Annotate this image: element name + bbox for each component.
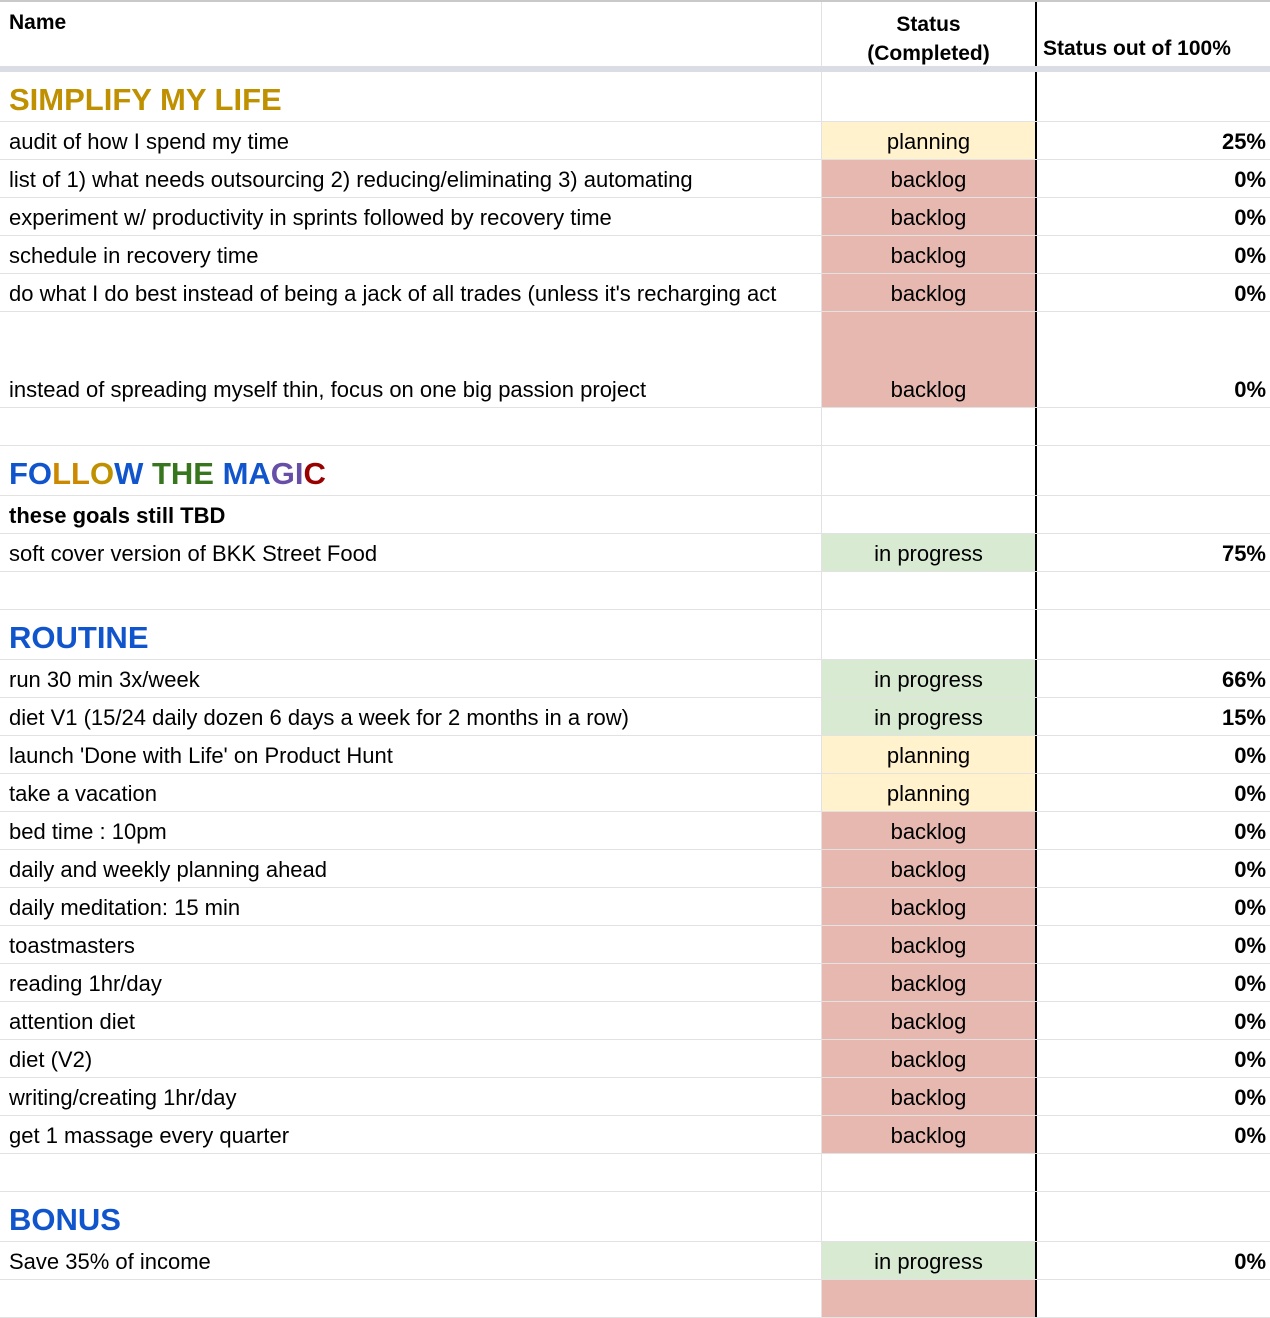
- name-cell[interactable]: [0, 1116, 821, 1153]
- spacer-row: [0, 408, 1270, 446]
- status-value: planning: [886, 781, 971, 806]
- pct-value: 0%: [1234, 1047, 1266, 1072]
- table-row: [0, 1078, 1270, 1116]
- name-cell[interactable]: [0, 534, 821, 571]
- name-cell[interactable]: [0, 122, 821, 159]
- name-cell[interactable]: [0, 160, 821, 197]
- status-cell[interactable]: [821, 698, 1035, 735]
- goal-name: daily meditation: 15 min: [9, 895, 241, 920]
- section-title-magic: [9, 457, 821, 491]
- table-row: [0, 660, 1270, 698]
- name-cell[interactable]: [0, 812, 821, 849]
- status-value: planning: [886, 129, 971, 154]
- status-cell[interactable]: [821, 1002, 1035, 1039]
- status-value: backlog: [890, 1123, 967, 1148]
- empty-status-cell[interactable]: [821, 1280, 1035, 1317]
- goal-name: daily and weekly planning ahead: [9, 857, 328, 882]
- table-row: [0, 312, 1270, 408]
- status-cell[interactable]: [821, 660, 1035, 697]
- pct-value: 75%: [1221, 541, 1266, 566]
- empty-pct-cell[interactable]: [1035, 446, 1270, 495]
- pct-value: 0%: [1234, 857, 1266, 882]
- status-value: in progress: [874, 705, 983, 730]
- section-title-simplify: SIMPLIFY MY LIFE: [9, 82, 282, 117]
- status-value: in progress: [874, 541, 983, 566]
- empty-pct-cell[interactable]: [1035, 572, 1270, 609]
- status-value: backlog: [890, 1047, 967, 1072]
- goal-name: reading 1hr/day: [9, 971, 162, 996]
- table-row: [0, 534, 1270, 572]
- status-cell[interactable]: [821, 774, 1035, 811]
- table-row: [0, 160, 1270, 198]
- goal-name: toastmasters: [9, 933, 135, 958]
- empty-status-cell[interactable]: [821, 496, 1035, 533]
- magic-title-part: FO: [9, 456, 53, 491]
- pct-cell[interactable]: [1035, 926, 1270, 963]
- status-value: backlog: [890, 281, 967, 306]
- table-row: [0, 698, 1270, 736]
- name-cell[interactable]: [0, 312, 821, 407]
- status-value: backlog: [890, 1009, 967, 1034]
- name-cell[interactable]: [0, 926, 821, 963]
- goal-name: writing/creating 1hr/day: [9, 1085, 237, 1110]
- goal-name: get 1 massage every quarter: [9, 1123, 290, 1148]
- table-row: [0, 1040, 1270, 1078]
- pct-value: 0%: [1234, 895, 1266, 920]
- pct-value: 0%: [1234, 377, 1266, 402]
- status-cell[interactable]: [821, 926, 1035, 963]
- pct-cell[interactable]: [1035, 774, 1270, 811]
- status-value: backlog: [890, 205, 967, 230]
- goal-name: bed time : 10pm: [9, 819, 167, 844]
- pct-value: 15%: [1221, 705, 1266, 730]
- name-cell[interactable]: [0, 736, 821, 773]
- status-value: backlog: [890, 167, 967, 192]
- goal-name: schedule in recovery time: [9, 243, 259, 268]
- header-pct-label: Status out of 100%: [1043, 37, 1231, 60]
- spacer-row: [0, 1154, 1270, 1192]
- name-cell[interactable]: [0, 660, 821, 697]
- goal-name: audit of how I spend my time: [9, 129, 290, 154]
- empty-pct-cell[interactable]: [1035, 72, 1270, 121]
- empty-pct-cell[interactable]: [1035, 496, 1270, 533]
- bonus-rows: [0, 1242, 1270, 1280]
- status-value: backlog: [890, 933, 967, 958]
- section-simplify-row: [0, 72, 1270, 122]
- simplify-rows: [0, 122, 1270, 408]
- status-value: backlog: [890, 243, 967, 268]
- status-cell[interactable]: [821, 1078, 1035, 1115]
- table-row: [0, 926, 1270, 964]
- section-routine-row: [0, 610, 1270, 660]
- table-row: [0, 236, 1270, 274]
- status-cell[interactable]: [821, 312, 1035, 407]
- header-status-line1: Status: [896, 13, 961, 36]
- magic-title-part: W: [114, 456, 152, 491]
- status-cell[interactable]: [821, 198, 1035, 235]
- status-cell[interactable]: [821, 850, 1035, 887]
- magic-title-part: H: [170, 456, 194, 491]
- pct-cell[interactable]: [1035, 660, 1270, 697]
- section-title-cell[interactable]: [0, 610, 821, 659]
- magic-subtitle-row: [0, 496, 1270, 534]
- name-cell[interactable]: [0, 1040, 821, 1077]
- empty-status-cell[interactable]: [821, 610, 1035, 659]
- magic-title-part: T: [151, 456, 171, 491]
- empty-pct-cell[interactable]: [1035, 1192, 1270, 1241]
- header-pct-cell[interactable]: [1035, 2, 1270, 66]
- pct-cell[interactable]: [1035, 888, 1270, 925]
- section-title-cell[interactable]: [0, 72, 821, 121]
- pct-value: 0%: [1234, 971, 1266, 996]
- status-value: backlog: [890, 857, 967, 882]
- status-cell[interactable]: [821, 964, 1035, 1001]
- empty-pct-cell[interactable]: [1035, 1154, 1270, 1191]
- status-cell[interactable]: [821, 1242, 1035, 1279]
- pct-value: 0%: [1234, 1009, 1266, 1034]
- pct-cell[interactable]: [1035, 1242, 1270, 1279]
- spacer-row: [0, 572, 1270, 610]
- status-cell[interactable]: [821, 122, 1035, 159]
- pct-cell[interactable]: [1035, 698, 1270, 735]
- status-value: backlog: [890, 1085, 967, 1110]
- status-cell[interactable]: [821, 274, 1035, 311]
- table-row: [0, 1116, 1270, 1154]
- section-title-bonus: BONUS: [9, 1202, 121, 1237]
- table-row: [0, 274, 1270, 312]
- magic-title-part: C: [303, 456, 326, 491]
- status-value: in progress: [874, 667, 983, 692]
- table-row: [0, 812, 1270, 850]
- section-title-cell[interactable]: [0, 446, 821, 495]
- status-value: backlog: [890, 971, 967, 996]
- goal-name: instead of spreading myself thin, focus on one big passion project: [9, 377, 647, 402]
- name-cell[interactable]: [0, 236, 821, 273]
- header-row: [0, 0, 1270, 72]
- pct-cell[interactable]: [1035, 534, 1270, 571]
- name-cell[interactable]: [0, 1078, 821, 1115]
- pct-cell[interactable]: [1035, 964, 1270, 1001]
- goal-name: attention diet: [9, 1009, 135, 1034]
- name-cell[interactable]: [0, 198, 821, 235]
- magic-title-part: LL: [52, 456, 90, 491]
- name-cell[interactable]: [0, 698, 821, 735]
- pct-value: 0%: [1234, 281, 1266, 306]
- pct-cell[interactable]: [1035, 312, 1270, 407]
- empty-name-cell[interactable]: [0, 1154, 821, 1191]
- pct-value: 66%: [1221, 667, 1266, 692]
- pct-cell[interactable]: [1035, 1116, 1270, 1153]
- pct-cell[interactable]: [1035, 736, 1270, 773]
- section-bonus-row: [0, 1192, 1270, 1242]
- goal-name: experiment w/ productivity in sprints followed by recovery time: [9, 205, 612, 230]
- name-cell[interactable]: [0, 888, 821, 925]
- magic-title-part: E: [193, 456, 223, 491]
- pct-value: 0%: [1234, 933, 1266, 958]
- goal-name: take a vacation: [9, 781, 157, 806]
- name-cell[interactable]: [0, 964, 821, 1001]
- empty-pct-cell[interactable]: [1035, 408, 1270, 445]
- pct-cell[interactable]: [1035, 122, 1270, 159]
- magic-subtitle: these goals still TBD: [9, 503, 226, 528]
- name-cell[interactable]: [0, 1002, 821, 1039]
- pct-cell[interactable]: [1035, 1078, 1270, 1115]
- magic-title-part: O: [89, 456, 115, 491]
- status-cell[interactable]: [821, 1116, 1035, 1153]
- status-value: backlog: [890, 377, 967, 402]
- partial-row: [0, 1280, 1270, 1318]
- empty-status-cell[interactable]: [821, 572, 1035, 609]
- header-status-label: [822, 10, 1035, 66]
- pct-cell[interactable]: [1035, 1040, 1270, 1077]
- section-title-routine: ROUTINE: [9, 620, 149, 655]
- status-value: backlog: [890, 819, 967, 844]
- empty-pct-cell[interactable]: [1035, 610, 1270, 659]
- status-cell[interactable]: [821, 1040, 1035, 1077]
- status-value: backlog: [890, 895, 967, 920]
- table-row: [0, 1242, 1270, 1280]
- status-cell[interactable]: [821, 888, 1035, 925]
- table-row: [0, 1002, 1270, 1040]
- name-cell[interactable]: [0, 1242, 821, 1279]
- table-row: [0, 736, 1270, 774]
- magic-title-part: I: [294, 456, 304, 491]
- empty-name-cell[interactable]: [0, 572, 821, 609]
- pct-cell[interactable]: [1035, 274, 1270, 311]
- empty-status-cell[interactable]: [821, 446, 1035, 495]
- goal-name: do what I do best instead of being a jack of all trades (unless it's recharging act: [9, 281, 777, 306]
- pct-cell[interactable]: [1035, 160, 1270, 197]
- pct-value: 25%: [1221, 129, 1266, 154]
- goal-name: list of 1) what needs outsourcing 2) reducing/eliminating 3) automating: [9, 167, 693, 192]
- header-name-label: Name: [9, 11, 67, 34]
- header-name-cell[interactable]: [0, 2, 821, 66]
- pct-value: 0%: [1234, 743, 1266, 768]
- goal-name: diet V1 (15/24 daily dozen 6 days a week for 2 months in a row): [9, 705, 630, 730]
- empty-status-cell[interactable]: [821, 1192, 1035, 1241]
- table-row: [0, 198, 1270, 236]
- section-magic-row: [0, 446, 1270, 496]
- pct-value: 0%: [1234, 1249, 1266, 1274]
- goal-name: diet (V2): [9, 1047, 93, 1072]
- magic-rows: [0, 534, 1270, 572]
- table-row: [0, 964, 1270, 1002]
- pct-value: 0%: [1234, 243, 1266, 268]
- magic-title-part: A: [248, 456, 271, 491]
- pct-value: 0%: [1234, 205, 1266, 230]
- magic-title-part: M: [222, 456, 249, 491]
- pct-cell[interactable]: [1035, 1002, 1270, 1039]
- empty-name-cell[interactable]: [0, 1280, 821, 1317]
- goal-name: soft cover version of BKK Street Food: [9, 541, 378, 566]
- pct-value: 0%: [1234, 1085, 1266, 1110]
- table-row: [0, 888, 1270, 926]
- empty-name-cell[interactable]: [0, 408, 821, 445]
- pct-value: 0%: [1234, 781, 1266, 806]
- table-row: [0, 774, 1270, 812]
- name-cell[interactable]: [0, 274, 821, 311]
- status-value: in progress: [874, 1249, 983, 1274]
- section-title-cell[interactable]: [0, 1192, 821, 1241]
- pct-cell[interactable]: [1035, 198, 1270, 235]
- header-status-line2: (Completed): [867, 42, 990, 65]
- name-cell[interactable]: [0, 774, 821, 811]
- status-value: planning: [886, 743, 971, 768]
- magic-title-part: G: [270, 456, 295, 491]
- subtitle-cell[interactable]: [0, 496, 821, 533]
- status-cell[interactable]: [821, 160, 1035, 197]
- empty-status-cell[interactable]: [821, 1154, 1035, 1191]
- pct-cell[interactable]: [1035, 236, 1270, 273]
- routine-rows: [0, 660, 1270, 1154]
- empty-status-cell[interactable]: [821, 408, 1035, 445]
- name-cell[interactable]: [0, 850, 821, 887]
- table-row: [0, 850, 1270, 888]
- pct-cell[interactable]: [1035, 812, 1270, 849]
- header-status-cell[interactable]: [821, 2, 1035, 66]
- pct-value: 0%: [1234, 819, 1266, 844]
- status-cell[interactable]: [821, 812, 1035, 849]
- empty-status-cell[interactable]: [821, 72, 1035, 121]
- status-cell[interactable]: [821, 534, 1035, 571]
- pct-value: 0%: [1234, 1123, 1266, 1148]
- goal-name: Save 35% of income: [9, 1249, 211, 1274]
- pct-cell[interactable]: [1035, 850, 1270, 887]
- pct-value: 0%: [1234, 167, 1266, 192]
- status-cell[interactable]: [821, 236, 1035, 273]
- table-row: [0, 122, 1270, 160]
- goal-name: run 30 min 3x/week: [9, 667, 200, 692]
- status-cell[interactable]: [821, 736, 1035, 773]
- goal-name: launch 'Done with Life' on Product Hunt: [9, 743, 393, 768]
- empty-pct-cell[interactable]: [1035, 1280, 1270, 1317]
